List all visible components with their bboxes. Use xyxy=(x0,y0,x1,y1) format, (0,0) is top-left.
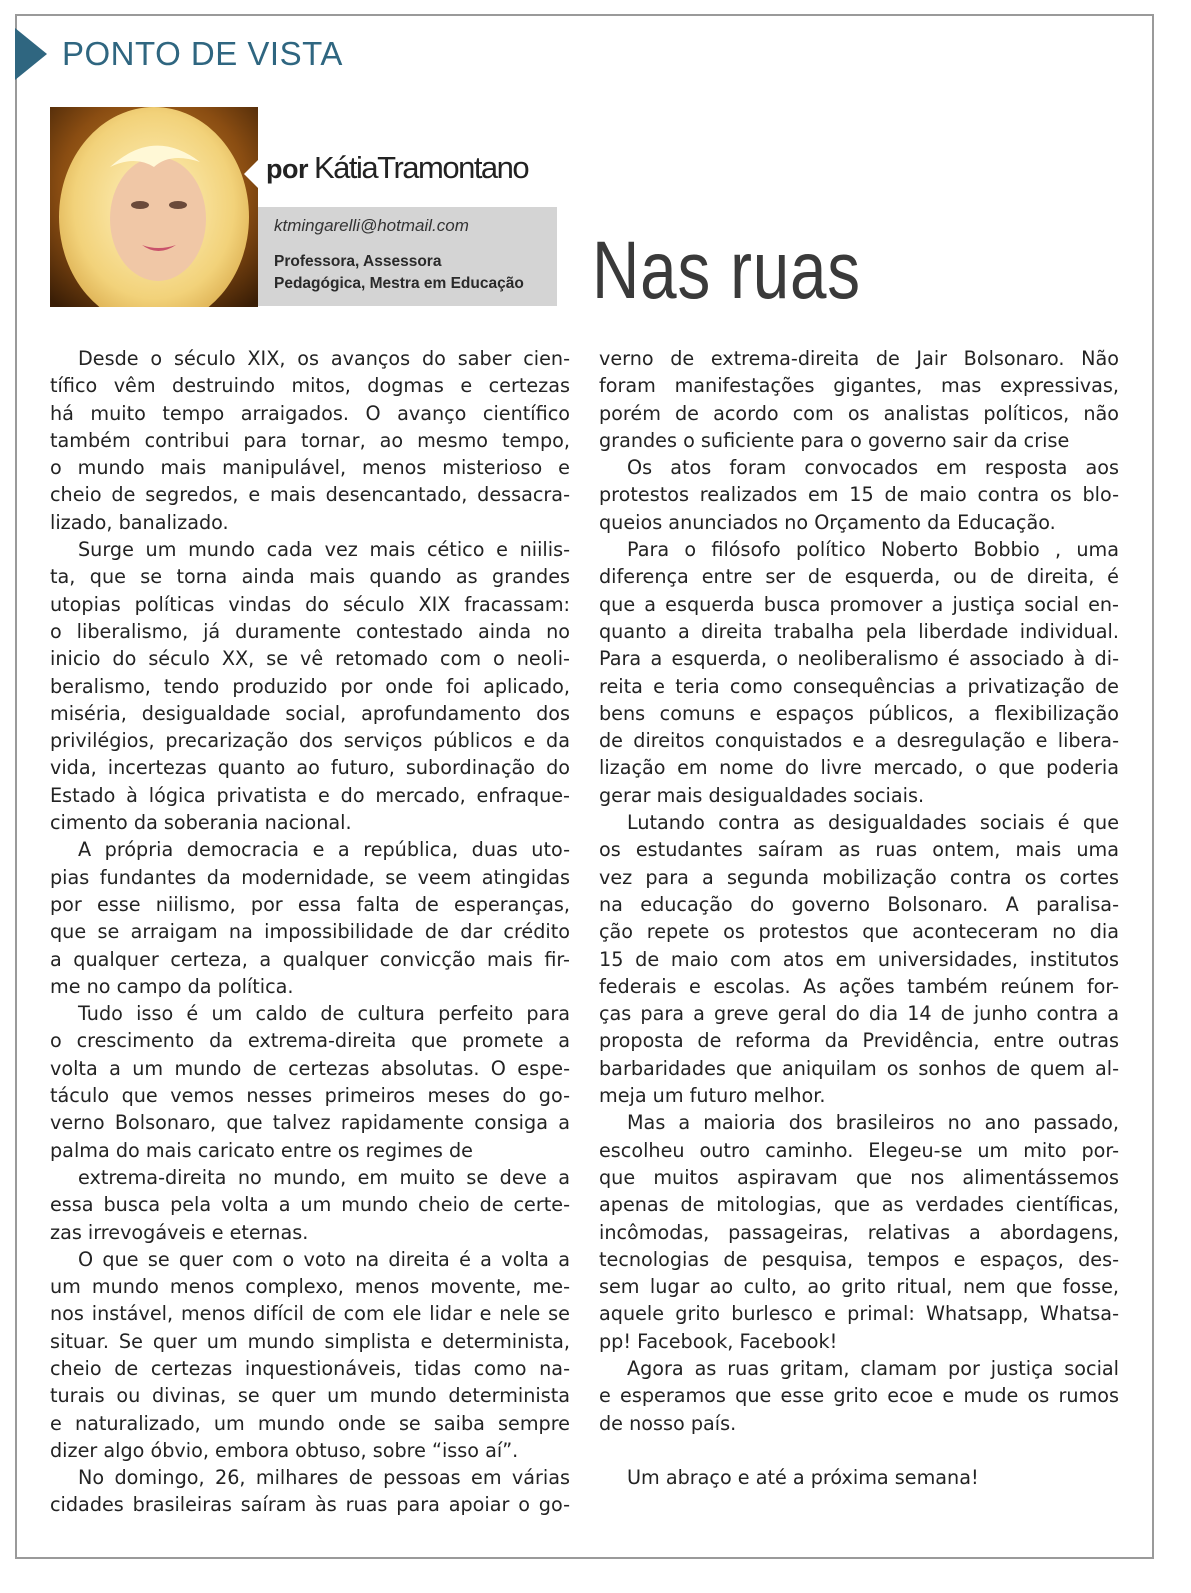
article-line: cheio de certezas inquestionáveis, tidas como na- xyxy=(50,1356,570,1380)
article-line: o crescimento da extrema-direita que promete a xyxy=(50,1029,570,1053)
article-line: lizado, banalizado. xyxy=(50,510,229,534)
article-line: há muito tempo arraigados. O avanço científico xyxy=(50,401,570,425)
article-line: incômodas, passageiras, relativas a abordagens, xyxy=(599,1220,1119,1244)
article-line: beralismo, tendo produzido por onde foi aplicado, xyxy=(50,674,570,698)
article-line: zas irrevogáveis e eternas. xyxy=(50,1220,309,1244)
article-line: grandes o suficiente para o governo sair da crise xyxy=(599,428,1070,452)
article-line: Surge um mundo cada vez mais cético e niilis- xyxy=(78,538,570,562)
article-line: sem lugar ao culto, ao grito ritual, nem que fosse, xyxy=(599,1275,1119,1299)
article-line: o mundo mais manipulável, menos misterioso e xyxy=(50,456,570,480)
article-line: nos instável, menos difícil de com ele lidar e nele se xyxy=(50,1302,570,1326)
article-line: Um abraço e até a próxima semana! xyxy=(627,1466,979,1490)
article-line: verno de extrema-direita de Jair Bolsonaro. Não xyxy=(599,347,1119,370)
article-line: ta, que se torna ainda mais quando as grandes xyxy=(50,565,570,589)
author-role xyxy=(274,251,554,295)
article-line: de direitos conquistados e a desregulação e libera- xyxy=(599,729,1119,753)
article-line: por esse niilismo, por essa falta de esperanças, xyxy=(50,892,570,916)
article-line: que muitos aspiravam que nos alimentássemos xyxy=(599,1165,1119,1189)
article-line: cidades brasileiras saíram às ruas para apoiar o go- xyxy=(50,1493,570,1517)
article-line: extrema-direita no mundo, em muito se deve a xyxy=(78,1165,570,1189)
article-line: ças para a greve geral do dia 14 de junho contra a xyxy=(599,1002,1119,1026)
article-line: A própria democracia e a república, duas uto- xyxy=(78,838,570,862)
section-label: PONTO DE VISTA xyxy=(62,35,343,72)
article-line: quanto a direita trabalha pela liberdade individual. xyxy=(599,619,1119,643)
article-line: bens comuns e espaços públicos, a flexibilização xyxy=(599,701,1119,725)
article-line: Para a esquerda, o neoliberalismo é associado à di- xyxy=(599,647,1119,671)
article-line: que se arraigam na impossibilidade de dar crédito xyxy=(50,920,570,944)
article-line: escolheu outro caminho. Elegeu-se um mito por- xyxy=(599,1138,1119,1162)
article-line: inicio do século XX, se vê retomado com o neoli- xyxy=(50,647,570,671)
article-line: pias fundantes da modernidade, se veem atingidas xyxy=(50,865,570,889)
article-line: utopias políticas vindas do século XIX fracassam: xyxy=(50,592,570,616)
article-line: o liberalismo, já duramente contestado ainda no xyxy=(50,619,570,643)
article-line: me no campo da política. xyxy=(50,974,294,998)
article-line: 15 de maio com atos em universidades, institutos xyxy=(599,947,1119,971)
article-line: queios anunciados no Orçamento da Educação. xyxy=(599,510,1056,534)
byline-prefix: por xyxy=(266,154,308,184)
article-line xyxy=(599,1437,1119,1464)
article-line: táculo que vemos nesses primeiros meses do go- xyxy=(50,1084,570,1108)
author-email: ktmingarelli@hotmail.com xyxy=(274,216,469,235)
article-line: vida, incertezas quanto ao futuro, subordinação do xyxy=(50,756,570,780)
article-line: diferença entre ser de esquerda, ou de direita, é xyxy=(599,565,1119,589)
article-line: meja um futuro melhor. xyxy=(599,1084,826,1108)
article-line: situar. Se quer um mundo simplista e determinista, xyxy=(50,1329,570,1353)
article-line: O que se quer com o voto na direita é a volta a xyxy=(78,1247,570,1271)
article-line: vez para a segunda mobilização contra os cortes xyxy=(599,865,1119,889)
article-line: gerar mais desigualdades sociais. xyxy=(599,783,925,807)
article-line: dizer algo óbvio, embora obtuso, sobre “isso aí”. xyxy=(50,1438,519,1462)
article-line: verno Bolsonaro, que talvez rapidamente consiga a xyxy=(50,1111,570,1135)
article-line: turais ou divinas, se quer um mundo determinista xyxy=(50,1384,570,1408)
article-line: tecnologias de pesquisa, tempos e espaços, des- xyxy=(599,1247,1119,1271)
photo-notch xyxy=(244,160,258,188)
article-line: na educação do governo Bolsonaro. A paralisa- xyxy=(599,892,1119,916)
article-line: aquele grito burlesco e primal: Whatsapp, Whatsa- xyxy=(599,1302,1119,1326)
article-line: porém de acordo com os analistas políticos, não xyxy=(599,401,1119,425)
article-line: apenas de mitologias, que as verdades científicas, xyxy=(599,1193,1119,1217)
article-line: de nosso país. xyxy=(599,1411,737,1435)
article-line: cheio de segredos, e mais desencantado, dessacra- xyxy=(50,483,570,507)
article-line: foram manifestações gigantes, mas expressivas, xyxy=(599,374,1119,398)
article-line: Tudo isso é um caldo de cultura perfeito para xyxy=(78,1002,570,1026)
article-line: tífico vêm destruindo mitos, dogmas e certezas xyxy=(50,374,570,398)
article-line: e esperamos que esse grito ecoe e mude os rumos xyxy=(599,1384,1119,1408)
article-line: Mas a maioria dos brasileiros no ano passado, xyxy=(627,1111,1119,1135)
article-line: lização em nome do livre mercado, o que poderia xyxy=(599,756,1119,780)
byline xyxy=(266,150,528,186)
article-line: um mundo menos complexo, menos movente, me- xyxy=(50,1275,570,1299)
article-line: a qualquer certeza, a qualquer convicção mais fir- xyxy=(50,947,570,971)
article-line: volta a um mundo de certezas absolutas. O espe- xyxy=(50,1056,570,1080)
author-role-line: Professora, Assessora xyxy=(274,253,442,270)
article-line: cimento da soberania nacional. xyxy=(50,811,352,835)
article-line: os estudantes saíram as ruas ontem, mais uma xyxy=(599,838,1119,862)
article-line: federais e escolas. As ações também reúnem for- xyxy=(599,974,1119,998)
article-line: e naturalizado, um mundo onde se saiba sempre xyxy=(50,1411,570,1435)
article-column-left xyxy=(50,345,570,1519)
article-line: também contribui para tornar, ao mesmo tempo, xyxy=(50,428,570,452)
article-line: palma do mais caricato entre os regimes de xyxy=(50,1138,473,1162)
article-column-right xyxy=(599,345,1119,1491)
article-line: Desde o século XIX, os avanços do saber cien- xyxy=(78,347,570,370)
article-title: Nas ruas xyxy=(592,225,861,316)
article-line: miséria, desigualdade social, aprofundamento dos xyxy=(50,701,570,725)
author-name: KátiaTramontano xyxy=(314,150,529,185)
article-line: que a esquerda busca promover a justiça social en- xyxy=(599,592,1119,616)
article-line: Para o filósofo político Noberto Bobbio , uma xyxy=(627,538,1119,562)
article-line: ção repete os protestos que aconteceram no dia xyxy=(599,920,1119,944)
author-role-line: Pedagógica, Mestra em Educação xyxy=(274,275,524,292)
article-line: protestos realizados em 15 de maio contra os blo- xyxy=(599,483,1119,507)
article-line: essa busca pela volta a um mundo cheio de certe- xyxy=(50,1193,570,1217)
article-line: Os atos foram convocados em resposta aos xyxy=(627,456,1119,480)
article-line: No domingo, 26, milhares de pessoas em várias xyxy=(78,1466,570,1490)
author-photo xyxy=(50,107,258,307)
article-line: proposta de reforma da Previdência, entre outras xyxy=(599,1029,1119,1053)
article-line: privilégios, precarização dos serviços públicos e da xyxy=(50,729,570,753)
article-line: barbaridades que aniquilam os sonhos de quem al- xyxy=(599,1056,1119,1080)
article-line: reita e teria como consequências a privatização de xyxy=(599,674,1119,698)
article-line: Agora as ruas gritam, clamam por justiça social xyxy=(627,1356,1119,1380)
article-line: Lutando contra as desigualdades sociais é que xyxy=(627,811,1119,835)
article-line: Estado à lógica privatista e do mercado, enfraque- xyxy=(50,783,570,807)
author-info-box xyxy=(258,207,557,306)
article-line: pp! Facebook, Facebook! xyxy=(599,1329,838,1353)
section-arrow-icon xyxy=(15,28,47,80)
